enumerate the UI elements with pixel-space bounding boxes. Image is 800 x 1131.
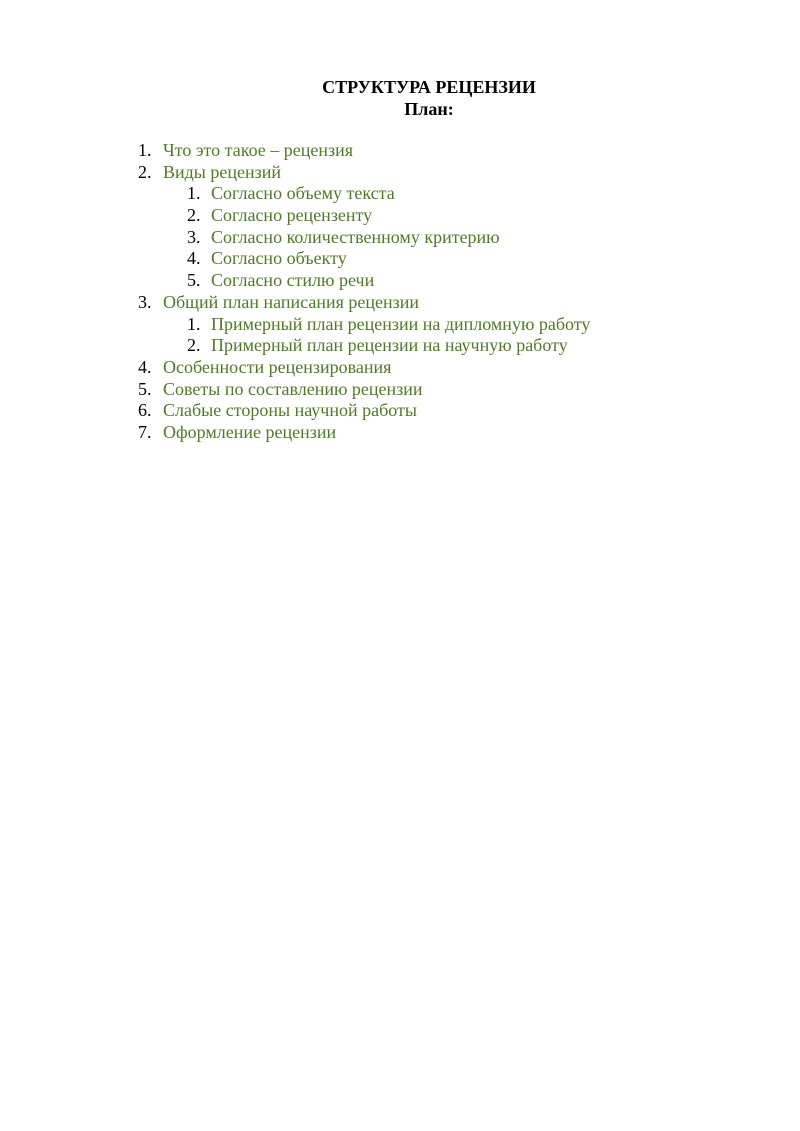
toc-subitem-number: 3. [187,226,201,247]
toc-item-number: 7. [138,421,152,442]
toc-subitem-2-3 [0,226,800,248]
toc-link-review-types[interactable]: Виды рецензий [163,161,282,182]
toc-subitem-number: 1. [187,313,201,334]
toc-subitem-2-5 [0,269,800,291]
toc-link-weak-points[interactable]: Слабые стороны научной работы [163,400,417,421]
toc-subitem-2-2 [0,204,800,226]
toc-subitem-number: 2. [187,205,201,226]
toc-link-what-is-review[interactable]: Что это такое – рецензия [163,140,354,160]
toc-link-by-reviewer[interactable]: Согласно рецензенту [211,205,373,226]
toc-item-number: 6. [138,400,152,421]
toc-link-review-features[interactable]: Особенности рецензирования [163,356,392,377]
toc-subitem-number: 1. [187,183,201,204]
toc-subitem-number: 4. [187,248,201,269]
toc-link-formatting[interactable]: Оформление рецензии [163,421,337,442]
toc-subitem-number: 2. [187,335,201,356]
toc-item-number: 2. [138,161,152,182]
toc-subitem-number: 5. [187,270,201,291]
toc-item-number: 3. [138,291,152,312]
toc-link-by-quantity[interactable]: Согласно количественному критерию [211,226,500,247]
toc-item-3 [0,291,800,313]
table-of-contents [0,139,800,443]
toc-item-7 [0,421,800,443]
toc-subitem-3-2 [0,334,800,356]
toc-item-number: 4. [138,356,152,377]
page-subtitle: План: [404,99,454,119]
toc-item-2 [0,161,800,183]
toc-link-by-text-volume[interactable]: Согласно объему текста [211,183,395,204]
toc-link-by-speech-style[interactable]: Согласно стилю речи [211,270,375,291]
page-title: СТРУКТУРА РЕЦЕНЗИИ [322,77,536,97]
toc-item-1 [0,139,800,161]
toc-subitem-2-4 [0,247,800,269]
toc-link-general-plan[interactable]: Общий план написания рецензии [163,291,420,312]
toc-subitem-3-1 [0,313,800,335]
toc-link-scientific-plan[interactable]: Примерный план рецензии на научную работу [211,335,568,356]
toc-item-number: 1. [138,140,152,160]
toc-link-writing-tips[interactable]: Советы по составлению рецензии [163,378,423,399]
toc-link-diploma-plan[interactable]: Примерный план рецензии на дипломную работу [211,313,591,334]
toc-item-number: 5. [138,378,152,399]
toc-item-4 [0,356,800,378]
toc-link-by-object[interactable]: Согласно объекту [211,248,347,269]
toc-item-6 [0,399,800,421]
toc-subitem-2-1 [0,182,800,204]
toc-item-5 [0,378,800,400]
